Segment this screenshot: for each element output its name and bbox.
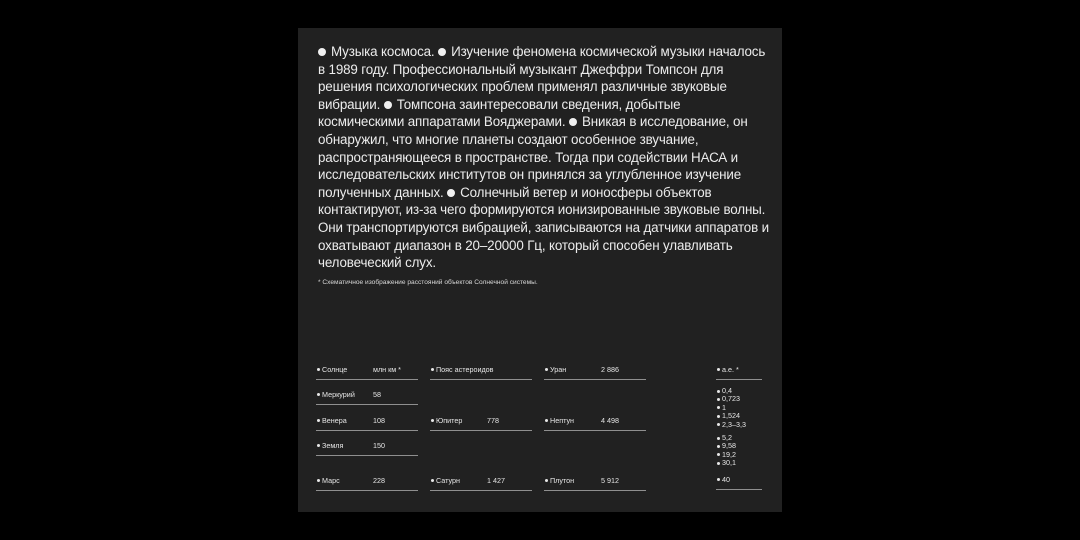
bullet-icon <box>717 478 720 481</box>
au-value: 2,3–3,3 <box>722 419 746 429</box>
bullet-icon <box>717 445 720 448</box>
bullet-icon <box>438 48 446 56</box>
au-value-line <box>716 421 762 429</box>
au-value: 1 <box>722 402 726 412</box>
bullet-icon <box>317 368 320 371</box>
object-name: Земля <box>322 441 344 450</box>
object-distance: 228 <box>373 476 385 485</box>
bullet-icon <box>569 118 577 126</box>
paragraph-1: Изучение феномена космической музыки началось в 1989 году. Профессиональный музыкант Джеффри Томпсон для решения психологических проблем применял различные звуковые вибрации. <box>318 44 766 112</box>
bullet-icon <box>431 419 434 422</box>
article-page <box>298 28 782 512</box>
bullet-icon <box>545 419 548 422</box>
object-name: Сатурн <box>436 476 460 485</box>
bullet-icon <box>545 368 548 371</box>
bullet-icon <box>317 479 320 482</box>
object-distance: 108 <box>373 416 385 425</box>
au-header-label: а.е. * <box>722 365 739 374</box>
table-cell <box>430 476 532 491</box>
table-cell <box>544 476 646 491</box>
object-name: Уран <box>550 365 567 374</box>
bullet-icon <box>545 479 548 482</box>
object-distance: 150 <box>373 441 385 450</box>
au-value: 30,1 <box>722 458 736 468</box>
bullet-icon <box>717 415 720 418</box>
table-cell <box>544 416 646 431</box>
table-cell <box>316 390 418 405</box>
bullet-icon <box>317 419 320 422</box>
bullet-icon <box>317 393 320 396</box>
table-cell <box>316 365 418 380</box>
bullet-icon <box>717 406 720 409</box>
au-last-value: 40 <box>722 474 730 484</box>
au-last-row <box>716 475 762 490</box>
object-name: Марс <box>322 476 340 485</box>
table-cell <box>430 365 532 380</box>
object-distance: 4 498 <box>601 416 619 425</box>
paragraph-title: Музыка космоса. <box>331 44 435 59</box>
paragraph-3: Вникая в исследование, он обнаружил, что многие планеты создают особенное звучание, распространяющееся в пространстве. Тогда при содействии НАСА и исследовательских институтов он принялся за углубленное изучение полученных данных. <box>318 114 748 200</box>
bullet-icon <box>384 101 392 109</box>
bullet-icon <box>431 368 434 371</box>
bullet-icon <box>717 462 720 465</box>
object-distance: 2 886 <box>601 365 619 374</box>
paragraph-4: Солнечный ветер и ионосферы объектов контактируют, из-за чего формируются ионизированные звуковые волны. Они транспортируются вибрацией, записываются на датчики аппаратов и охватывают диапазон в 20–20000 Гц, который способен улавливать человеческий слух. <box>318 184 769 271</box>
bullet-icon <box>717 423 720 426</box>
table-cell <box>316 416 418 431</box>
object-name: Меркурий <box>322 390 355 399</box>
bullet-icon <box>447 189 455 197</box>
au-value: 0,723 <box>722 394 740 404</box>
paragraph-2: Томпсона заинтересовали сведения, добытые космическими аппаратами Вояджерами. <box>318 96 681 130</box>
au-value-line <box>716 459 762 467</box>
object-distance: млн км * <box>373 365 401 374</box>
article-body <box>318 43 770 272</box>
au-header <box>716 365 762 380</box>
object-distance: 58 <box>373 390 381 399</box>
bullet-icon <box>717 398 720 401</box>
object-name: Юпитер <box>436 416 463 425</box>
object-name: Нептун <box>550 416 575 425</box>
au-column <box>716 365 762 490</box>
bullet-icon <box>318 48 326 56</box>
au-group-inner <box>716 387 762 429</box>
bullet-icon <box>717 368 720 371</box>
object-name: Пояс астероидов <box>436 365 494 374</box>
object-name: Венера <box>322 416 347 425</box>
au-value: 5,2 <box>722 432 732 442</box>
object-distance: 1 427 <box>487 476 505 485</box>
footnote: * Схематичное изображение расстояний объектов Солнечной системы. <box>318 279 538 286</box>
bullet-icon <box>317 444 320 447</box>
au-value: 0,4 <box>722 386 732 395</box>
bullet-icon <box>431 479 434 482</box>
au-value: 1,524 <box>722 411 740 421</box>
bullet-icon <box>717 390 720 393</box>
au-group-outer <box>716 434 762 468</box>
bullet-icon <box>717 453 720 456</box>
object-distance: 778 <box>487 416 499 425</box>
au-value: 9,58 <box>722 441 736 451</box>
object-name: Плутон <box>550 476 575 485</box>
object-distance: 5 912 <box>601 476 619 485</box>
table-cell <box>544 365 646 380</box>
au-value: 19,2 <box>722 449 736 459</box>
bullet-icon <box>717 437 720 440</box>
table-cell <box>316 441 418 456</box>
table-cell <box>430 416 532 431</box>
object-name: Солнце <box>322 365 348 374</box>
table-cell <box>316 476 418 491</box>
